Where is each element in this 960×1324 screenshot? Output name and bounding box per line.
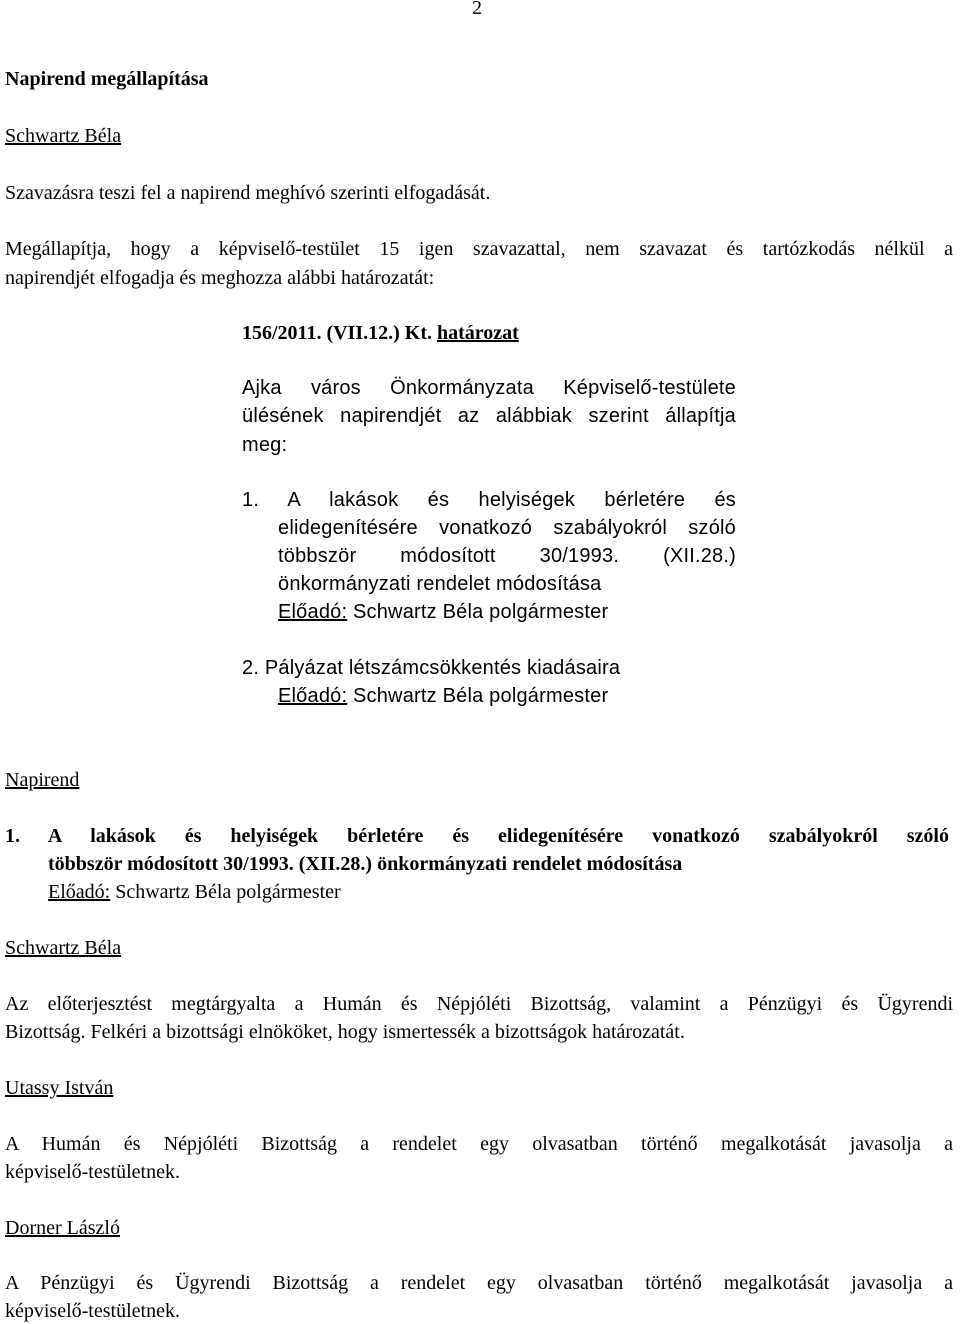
paragraph-line: képviselő-testületnek. [5,1161,180,1183]
resolution-item1-presenter [278,601,608,624]
speaker-name: Utassy István [5,1077,114,1099]
resolution-item1-line: többször módosított 30/1993. (XII.28.) [278,545,736,567]
paragraph-line: A Humán és Népjóléti Bizottság a rendelet egy olvasatban történő megalkotását javasolja a [5,1133,953,1155]
agenda-item-line: 1. A lakások és helyiségek bérletére és elidegenítésére vonatkozó szabályokról szóló [5,825,949,847]
speaker-name: Schwartz Béla [5,125,122,147]
presenter-label: Előadó: [278,685,348,707]
resolution-intro-line: ülésének napirendjét az alábbiak szerint állapítja [242,405,736,427]
section-heading: Napirend megállapítása [5,68,209,90]
resolution-number: 156/2011. (VII.12.) Kt. [242,322,432,344]
presenter-name: Schwartz Béla polgármester [347,601,609,623]
resolution-label: határozat [437,322,519,344]
resolution-intro-line: Ajka város Önkormányzata Képviselő-testülete [242,377,736,399]
presenter-name: Schwartz Béla polgármester [347,685,609,707]
presenter-name: Schwartz Béla polgármester [110,881,341,903]
paragraph-line: Megállapítja, hogy a képviselő-testület 15 igen szavazattal, nem szavazat és tartózkodás nélkül a [5,238,953,260]
resolution-item2-presenter [278,685,608,708]
resolution-item1-line: 1. A lakások és helyiségek bérletére és [242,489,736,511]
speaker-name: Dorner László [5,1217,120,1239]
speaker-name: Schwartz Béla [5,937,122,959]
resolution-item2-line: 2. Pályázat létszámcsökkentés kiadásaira [242,657,621,679]
resolution-item1-line: elidegenítésére vonatkozó szabályokról szóló [278,517,736,539]
napirend-heading: Napirend [5,769,80,791]
paragraph-line: képviselő-testületnek. [5,1300,180,1322]
presenter-label: Előadó: [278,601,348,623]
paragraph-line: napirendjét elfogadja és meghozza alábbi határozatát: [5,267,435,289]
agenda-item-presenter [48,881,341,904]
agenda-item-line: többször módosított 30/1993. (XII.28.) önkormányzati rendelet módosítása [48,853,683,875]
paragraph-line: Az előterjesztést megtárgyalta a Humán és Népjóléti Bizottság, valamint a Pénzügyi és Ügyrendi [5,993,953,1015]
resolution-item1-line: önkormányzati rendelet módosítása [278,573,602,595]
presenter-label: Előadó: [48,881,111,903]
page-number: 2 [472,0,482,19]
resolution-title [242,322,519,345]
resolution-intro-line: meg: [242,434,288,456]
paragraph-line: Bizottság. Felkéri a bizottsági elnököket, hogy ismertessék a bizottságok határozatát. [5,1021,685,1043]
paragraph-line: A Pénzügyi és Ügyrendi Bizottság a rendelet egy olvasatban történő megalkotását javasolja a [5,1272,953,1294]
paragraph: Szavazásra teszi fel a napirend meghívó szerinti elfogadását. [5,182,491,204]
